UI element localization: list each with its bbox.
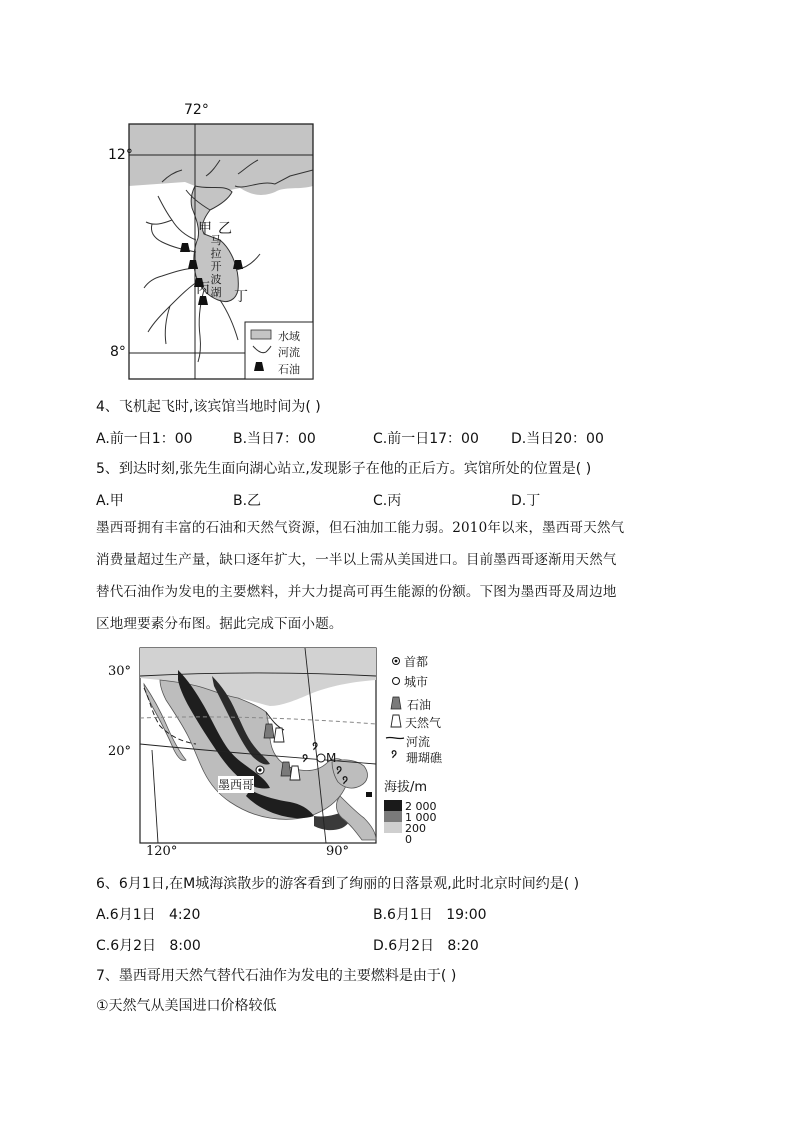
lat-20-label: 20° xyxy=(108,744,132,759)
passage-line: 替代石油作为发电的主要燃料，并大力提高可再生能源的份额。下图为墨西哥及周边地 xyxy=(96,584,617,600)
question-5-option-b[interactable]: B.乙 xyxy=(233,493,262,509)
legend-water-label: 水域 xyxy=(278,330,300,343)
lake-name-char: 开 xyxy=(210,260,222,273)
latitude-bottom-label: 8° xyxy=(110,344,126,360)
question-7-stem: 7、墨西哥用天然气替代石油作为发电的主要燃料是由于( ) xyxy=(96,968,457,984)
legend-gas: 天然气 xyxy=(405,716,442,730)
question-4-option-b[interactable]: B.当日7：00 xyxy=(233,431,316,447)
legend-river-label: 河流 xyxy=(278,346,300,359)
legend-elevation-2000: 2 000 xyxy=(405,800,437,813)
point-bing: 丙 xyxy=(196,281,210,297)
question-6-option-b[interactable]: B.6月1日 19:00 xyxy=(373,907,487,923)
question-5-option-a[interactable]: A.甲 xyxy=(96,493,124,509)
lon-90-label: 90° xyxy=(326,844,350,859)
legend-elevation-title: 海拔/m xyxy=(384,780,428,795)
longitude-label: 72° xyxy=(184,102,209,118)
question-7-item-1: ①天然气从美国进口价格较低 xyxy=(96,998,277,1014)
legend-oil: 石油 xyxy=(407,698,432,712)
legend-coral: 珊瑚礁 xyxy=(406,751,443,765)
passage-line: 消费量超过生产量，缺口逐年扩大，一半以上需从美国进口。目前墨西哥逐渐用天然气 xyxy=(96,552,617,568)
capital-city-label: 墨西哥 xyxy=(218,778,255,792)
lat-30-label: 30° xyxy=(108,664,132,679)
question-6-option-c[interactable]: C.6月2日 8:00 xyxy=(96,938,201,954)
passage-line: 区地理要素分布图。据此完成下面小题。 xyxy=(96,616,343,632)
passage xyxy=(96,512,706,640)
lake-name-char: 波 xyxy=(210,273,222,286)
question-4-option-a[interactable]: A.前一日1：00 xyxy=(96,431,193,447)
lake-name-char: 湖 xyxy=(210,286,222,299)
mexico-map xyxy=(100,640,470,865)
legend-elevation-1000: 1 000 xyxy=(405,811,437,824)
question-6-option-d[interactable]: D.6月2日 8:20 xyxy=(373,938,479,954)
point-jia: 甲 xyxy=(198,221,212,237)
legend-river: 河流 xyxy=(406,735,431,749)
latitude-top-label: 12° xyxy=(108,147,133,163)
point-ding: 丁 xyxy=(234,289,248,305)
question-5-option-d[interactable]: D.丁 xyxy=(511,493,541,509)
question-6-option-a[interactable]: A.6月1日 4:20 xyxy=(96,907,201,923)
legend-city: 城市 xyxy=(404,675,429,689)
question-5-stem: 5、到达时刻,张先生面向湖心站立,发现影子在他的正后方。宾馆所处的位置是( ) xyxy=(96,461,592,477)
legend-capital: 首都 xyxy=(404,655,429,669)
question-4-option-c[interactable]: C.前一日17：00 xyxy=(373,431,479,447)
point-yi: 乙 xyxy=(218,221,232,237)
legend-elevation-0: 0 xyxy=(405,833,412,846)
question-6-stem: 6、6月1日,在M城海滨散步的游客看到了绚丽的日落景观,此时北京时间约是( ) xyxy=(96,876,580,892)
passage-line: 墨西哥拥有丰富的石油和天然气资源，但石油加工能力弱。2010年以来，墨西哥天然气 xyxy=(96,520,625,536)
lon-120-label: 120° xyxy=(146,844,178,859)
question-4-option-d[interactable]: D.当日20：00 xyxy=(511,431,604,447)
lake-name xyxy=(210,234,222,299)
legend-elevation-200: 200 xyxy=(405,822,426,835)
question-5-option-c[interactable]: C.丙 xyxy=(373,493,402,509)
lake-map xyxy=(100,100,330,385)
legend-oil-label: 石油 xyxy=(278,363,300,376)
m-city-label: M xyxy=(326,751,337,765)
question-4-stem: 4、飞机起飞时,该宾馆当地时间为( ) xyxy=(96,399,321,415)
lake-name-char: 马 xyxy=(210,234,222,247)
lake-name-char: 拉 xyxy=(210,247,222,260)
